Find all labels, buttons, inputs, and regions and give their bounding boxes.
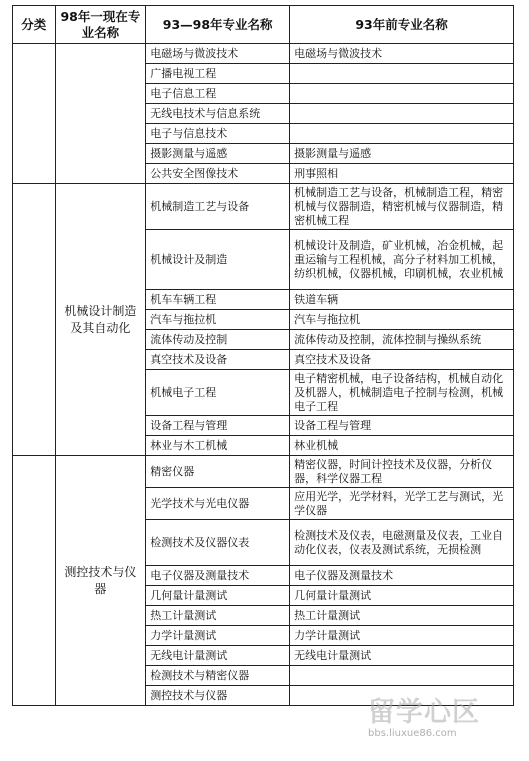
major-pre-1993-cell: 机械制造工艺与设备，机械制造工程，精密机械与仪器制造，精密机械与仪器制造，精密机械工程 bbox=[290, 184, 514, 230]
major-pre-1993-cell bbox=[290, 124, 514, 144]
major-pre-1993-cell bbox=[290, 666, 514, 686]
major-1993-1998-cell: 无线电技术与信息系统 bbox=[146, 104, 290, 124]
major-pre-1993-cell: 设备工程与管理 bbox=[290, 416, 514, 436]
major-1993-1998-cell: 光学技术与光电仪器 bbox=[146, 488, 290, 520]
category-cell bbox=[13, 44, 56, 184]
major-pre-1993-cell: 几何量计量测试 bbox=[290, 586, 514, 606]
major-1993-1998-cell: 无线电计量测试 bbox=[146, 646, 290, 666]
table-row bbox=[13, 44, 514, 64]
header-1993-1998-major: 93—98年专业名称 bbox=[146, 6, 290, 44]
watermark-logo-text: 留学心区 bbox=[368, 697, 480, 728]
table-row bbox=[13, 184, 514, 230]
table-body bbox=[13, 44, 514, 706]
major-1993-1998-cell: 力学计量测试 bbox=[146, 626, 290, 646]
major-pre-1993-cell: 无线电计量测试 bbox=[290, 646, 514, 666]
major-pre-1993-cell bbox=[290, 84, 514, 104]
major-pre-1993-cell: 刑事照相 bbox=[290, 164, 514, 184]
major-1993-1998-cell: 机械电子工程 bbox=[146, 370, 290, 416]
major-1993-1998-cell: 电子与信息技术 bbox=[146, 124, 290, 144]
major-pre-1993-cell: 真空技术及设备 bbox=[290, 350, 514, 370]
major-1993-1998-cell: 电磁场与微波技术 bbox=[146, 44, 290, 64]
major-pre-1993-cell bbox=[290, 64, 514, 84]
major-1993-1998-cell: 电子仪器及测量技术 bbox=[146, 566, 290, 586]
major-1993-1998-cell: 测控技术与仪器 bbox=[146, 686, 290, 706]
major-1993-1998-cell: 摄影测量与遥感 bbox=[146, 144, 290, 164]
major-pre-1993-cell: 机械设计及制造，矿业机械，冶金机械，起重运输与工程机械，高分子材料加工机械，纺织机械，仪器机械，印刷机械，农业机械 bbox=[290, 230, 514, 290]
current-major-group: 机械设计制造及其自动化 bbox=[55, 184, 146, 456]
major-1993-1998-cell: 机车车辆工程 bbox=[146, 290, 290, 310]
major-pre-1993-cell: 应用光学，光学材料，光学工艺与测试，光学仪器 bbox=[290, 488, 514, 520]
major-pre-1993-cell: 电子仪器及测量技术 bbox=[290, 566, 514, 586]
major-1993-1998-cell: 热工计量测试 bbox=[146, 606, 290, 626]
major-pre-1993-cell: 铁道车辆 bbox=[290, 290, 514, 310]
major-pre-1993-cell: 摄影测量与遥感 bbox=[290, 144, 514, 164]
major-pre-1993-cell: 林业机械 bbox=[290, 436, 514, 456]
category-cell bbox=[13, 456, 56, 706]
major-1993-1998-cell: 汽车与拖拉机 bbox=[146, 310, 290, 330]
major-pre-1993-cell: 检测技术及仪表，电磁测量及仪表，工业自动化仪表，仪表及测试系统，无损检测 bbox=[290, 520, 514, 566]
header-category: 分类 bbox=[13, 6, 56, 44]
header-pre-1993-major: 93年前专业名称 bbox=[290, 6, 514, 44]
major-pre-1993-cell: 流体传动及控制，流体控制与操纵系统 bbox=[290, 330, 514, 350]
current-major-group: 测控技术与仪器 bbox=[55, 456, 146, 706]
category-cell bbox=[13, 184, 56, 456]
header-current-major: 98年一现在专业名称 bbox=[55, 6, 146, 44]
major-1993-1998-cell: 设备工程与管理 bbox=[146, 416, 290, 436]
major-comparison-table bbox=[12, 5, 514, 706]
major-1993-1998-cell: 机械制造工艺与设备 bbox=[146, 184, 290, 230]
major-1993-1998-cell: 公共安全图像技术 bbox=[146, 164, 290, 184]
major-pre-1993-cell: 热工计量测试 bbox=[290, 606, 514, 626]
major-1993-1998-cell: 流体传动及控制 bbox=[146, 330, 290, 350]
major-1993-1998-cell: 检测技术与精密仪器 bbox=[146, 666, 290, 686]
major-1993-1998-cell: 几何量计量测试 bbox=[146, 586, 290, 606]
major-pre-1993-cell: 电磁场与微波技术 bbox=[290, 44, 514, 64]
major-pre-1993-cell: 力学计量测试 bbox=[290, 626, 514, 646]
current-major-group bbox=[55, 44, 146, 184]
major-1993-1998-cell: 林业与木工机械 bbox=[146, 436, 290, 456]
major-1993-1998-cell: 电子信息工程 bbox=[146, 84, 290, 104]
header-row bbox=[13, 6, 514, 44]
watermark-url: bbs.liuxue86.com bbox=[368, 728, 457, 739]
major-pre-1993-cell bbox=[290, 104, 514, 124]
major-pre-1993-cell: 精密仪器，时间计控技术及仪器，分析仪器，科学仪器工程 bbox=[290, 456, 514, 488]
table-row bbox=[13, 456, 514, 488]
major-pre-1993-cell bbox=[290, 686, 514, 706]
major-pre-1993-cell: 电子精密机械，电子设备结构，机械自动化及机器人，机械制造电子控制与检测，机械电子工程 bbox=[290, 370, 514, 416]
major-1993-1998-cell: 检测技术及仪器仪表 bbox=[146, 520, 290, 566]
major-1993-1998-cell: 真空技术及设备 bbox=[146, 350, 290, 370]
major-1993-1998-cell: 广播电视工程 bbox=[146, 64, 290, 84]
major-pre-1993-cell: 汽车与拖拉机 bbox=[290, 310, 514, 330]
major-1993-1998-cell: 机械设计及制造 bbox=[146, 230, 290, 290]
major-1993-1998-cell: 精密仪器 bbox=[146, 456, 290, 488]
